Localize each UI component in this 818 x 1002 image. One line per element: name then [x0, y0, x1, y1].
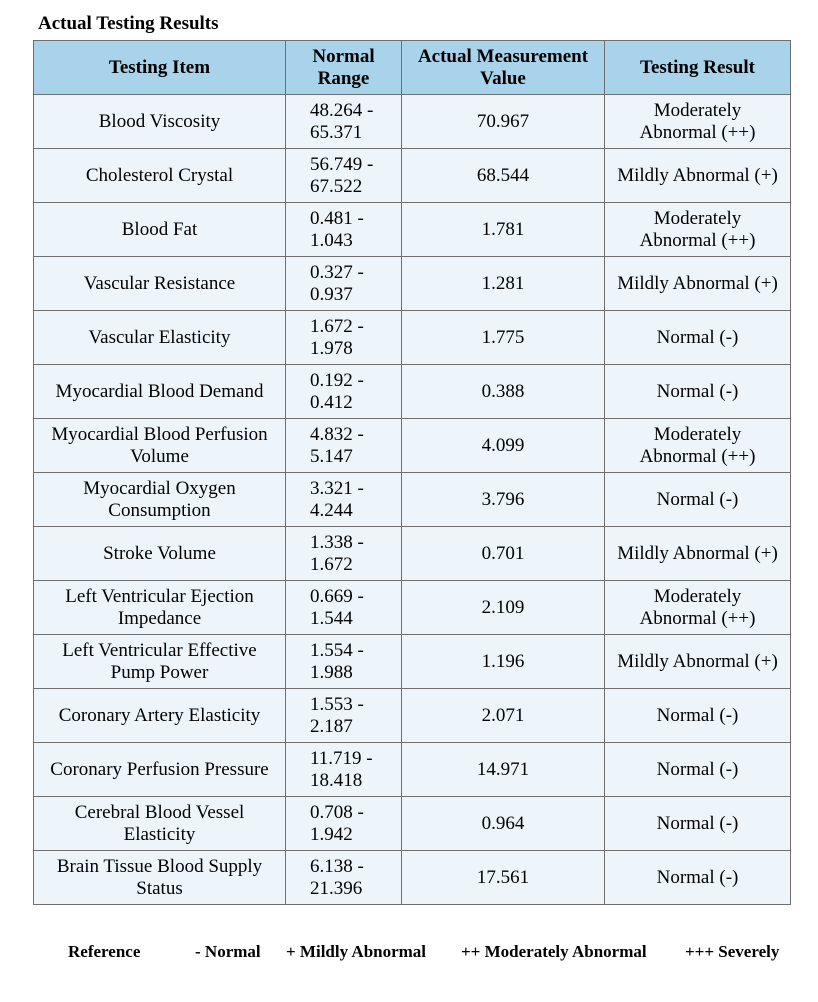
testing-item-cell-line: Cerebral Blood Vessel: [74, 801, 245, 823]
actual-value-cell: [402, 473, 605, 527]
table-header-row: [34, 41, 791, 95]
normal-range-cell-line: 56.749 -: [310, 153, 374, 175]
normal-range-cell-line: 0.192 -: [310, 369, 364, 391]
testing-result-cell-text: [640, 586, 756, 630]
header-testing-item: [34, 41, 286, 95]
normal-range-cell-line: 1.978: [310, 337, 353, 359]
normal-range-cell: [286, 635, 402, 689]
testing-item-cell-line: Stroke Volume: [103, 542, 216, 564]
testing-result-cell-line: Normal (-): [656, 380, 739, 402]
normal-range-cell-text: [310, 856, 364, 900]
normal-range-cell-text: [310, 478, 364, 522]
testing-item-cell-line: Impedance: [117, 607, 202, 629]
testing-item-cell-text: [99, 111, 221, 133]
normal-range-cell: [286, 257, 402, 311]
normal-range-cell-line: 1.544: [310, 607, 353, 629]
actual-value-cell-text: 70.967: [476, 110, 530, 132]
actual-value-cell-text: 0.964: [481, 812, 525, 834]
testing-item-cell-text: [86, 165, 233, 187]
legend: [0, 941, 818, 963]
normal-range-cell-line: 1.554 -: [310, 639, 364, 661]
header-testing-result-label: Testing Result: [640, 56, 755, 78]
testing-item-cell-text: [84, 273, 235, 295]
testing-item-cell-line: Coronary Artery Elasticity: [58, 704, 261, 726]
testing-item-cell-line: Myocardial Blood Demand: [55, 380, 264, 402]
actual-value-cell-text: 0.388: [481, 380, 525, 402]
actual-value-cell-text: 17.561: [476, 866, 530, 888]
normal-range-cell-line: 1.672 -: [310, 315, 364, 337]
testing-item-cell: [34, 149, 286, 203]
actual-value-cell: [402, 743, 605, 797]
testing-result-cell-line: Normal (-): [656, 812, 739, 834]
testing-result-cell: [605, 797, 791, 851]
header-actual-value-line1: Actual Measurement: [417, 45, 589, 67]
table-row: [34, 95, 791, 149]
actual-value-cell: [402, 257, 605, 311]
testing-result-cell-line: Abnormal (++): [639, 445, 756, 467]
normal-range-cell-line: 2.187: [310, 715, 353, 737]
testing-item-cell: [34, 743, 286, 797]
testing-result-cell: [605, 581, 791, 635]
table-row: [34, 635, 791, 689]
testing-item-cell-line: Brain Tissue Blood Supply: [56, 855, 263, 877]
normal-range-cell: [286, 95, 402, 149]
normal-range-cell-text: [310, 694, 364, 738]
actual-value-cell: [402, 797, 605, 851]
testing-item-cell: [34, 527, 286, 581]
testing-result-cell-line: Moderately: [653, 207, 742, 229]
normal-range-cell-line: 65.371: [310, 121, 363, 143]
testing-item-cell-line: Blood Fat: [121, 218, 198, 240]
testing-item-cell-text: [50, 759, 268, 781]
results-table-body: [34, 95, 791, 905]
testing-item-cell-line: Coronary Perfusion Pressure: [50, 758, 269, 780]
testing-item-cell: [34, 851, 286, 905]
normal-range-cell-text: [310, 802, 364, 846]
actual-value-cell: [402, 311, 605, 365]
normal-range-cell-line: 0.327 -: [310, 261, 364, 283]
testing-result-cell-text: [657, 759, 739, 781]
actual-value-cell: [402, 365, 605, 419]
legend-moderate: ++ Moderately Abnormal: [461, 942, 647, 961]
testing-result-cell-text: [657, 489, 739, 511]
normal-range-cell: [286, 797, 402, 851]
actual-value-cell: [402, 95, 605, 149]
actual-value-cell: [402, 635, 605, 689]
normal-range-cell: [286, 851, 402, 905]
testing-item-cell-line: Myocardial Oxygen: [83, 477, 236, 499]
testing-result-cell-line: Normal (-): [656, 326, 739, 348]
testing-item-cell: [34, 689, 286, 743]
testing-item-cell-line: Pump Power: [110, 661, 209, 683]
normal-range-cell-text: [310, 640, 364, 684]
normal-range-cell-text: [310, 586, 364, 630]
normal-range-cell-line: 18.418: [310, 769, 363, 791]
header-normal-range: [286, 41, 402, 95]
testing-result-cell: [605, 473, 791, 527]
testing-result-cell: [605, 851, 791, 905]
testing-item-cell-text: [103, 543, 216, 565]
testing-item-cell-line: Cholesterol Crystal: [85, 164, 234, 186]
testing-result-cell-text: [617, 273, 778, 295]
normal-range-cell-line: 3.321 -: [310, 477, 364, 499]
testing-result-cell-line: Normal (-): [656, 866, 739, 888]
normal-range-cell-text: [310, 154, 373, 198]
normal-range-cell-text: [310, 424, 364, 468]
testing-result-cell-line: Abnormal (++): [639, 607, 756, 629]
testing-result-cell-line: Mildly Abnormal (+): [617, 272, 778, 294]
actual-value-cell: [402, 419, 605, 473]
testing-item-cell-text: [122, 219, 197, 241]
normal-range-cell-text: [310, 262, 364, 306]
testing-item-cell-text: [65, 586, 254, 630]
testing-result-cell-line: Normal (-): [656, 758, 739, 780]
normal-range-cell-line: 0.481 -: [310, 207, 364, 229]
actual-value-cell-text: 2.071: [481, 704, 525, 726]
testing-result-cell-text: [657, 813, 739, 835]
legend-reference: Reference: [68, 942, 141, 961]
testing-result-cell: [605, 743, 791, 797]
normal-range-cell-line: 48.264 -: [310, 99, 374, 121]
actual-value-cell: [402, 203, 605, 257]
table-row: [34, 527, 791, 581]
testing-result-cell-text: [617, 543, 778, 565]
testing-item-cell-line: Blood Viscosity: [98, 110, 221, 132]
normal-range-cell: [286, 203, 402, 257]
testing-item-cell-text: [51, 424, 267, 468]
table-row: [34, 365, 791, 419]
testing-item-cell-line: Elasticity: [123, 823, 196, 845]
testing-item-cell-text: [62, 640, 256, 684]
testing-item-cell-line: Myocardial Blood Perfusion: [51, 423, 268, 445]
testing-result-cell-text: [617, 165, 778, 187]
table-row: [34, 851, 791, 905]
testing-item-cell: [34, 473, 286, 527]
normal-range-cell-text: [310, 100, 373, 144]
testing-result-cell-line: Moderately: [653, 423, 742, 445]
testing-item-cell-line: Status: [136, 877, 183, 899]
header-normal-range-line2: Range: [317, 67, 370, 89]
testing-item-cell: [34, 797, 286, 851]
testing-result-cell-line: Abnormal (++): [639, 121, 756, 143]
table-row: [34, 419, 791, 473]
normal-range-cell: [286, 311, 402, 365]
normal-range-cell-line: 1.043: [310, 229, 353, 251]
normal-range-cell-line: 0.708 -: [310, 801, 364, 823]
testing-item-cell-line: Consumption: [108, 499, 211, 521]
table-row: [34, 149, 791, 203]
table-row: [34, 473, 791, 527]
normal-range-cell-line: 67.522: [310, 175, 363, 197]
testing-item-cell: [34, 95, 286, 149]
testing-result-cell-text: [657, 867, 739, 889]
normal-range-cell: [286, 527, 402, 581]
testing-item-cell-line: Vascular Resistance: [83, 272, 236, 294]
actual-value-cell: [402, 689, 605, 743]
normal-range-cell-line: 0.412: [310, 391, 353, 413]
normal-range-cell-line: 6.138 -: [310, 855, 364, 877]
testing-result-cell: [605, 95, 791, 149]
normal-range-cell-line: 1.988: [310, 661, 353, 683]
table-row: [34, 797, 791, 851]
testing-item-cell-text: [89, 327, 231, 349]
header-actual-value-line2: Value: [480, 67, 526, 89]
testing-result-cell: [605, 419, 791, 473]
testing-result-cell-text: [640, 424, 756, 468]
testing-item-cell-line: Vascular Elasticity: [88, 326, 231, 348]
testing-result-cell-text: [640, 208, 756, 252]
header-normal-range-line1: Normal: [312, 45, 375, 67]
testing-item-cell-text: [75, 802, 245, 846]
normal-range-cell: [286, 743, 402, 797]
normal-range-cell: [286, 473, 402, 527]
actual-value-cell-text: 1.196: [481, 650, 525, 672]
testing-result-cell: [605, 203, 791, 257]
normal-range-cell-line: 4.244: [310, 499, 353, 521]
testing-result-cell-line: Normal (-): [656, 488, 739, 510]
actual-value-cell-text: 1.281: [481, 272, 525, 294]
actual-value-cell-text: 1.781: [481, 218, 525, 240]
normal-range-cell-text: [310, 748, 373, 792]
header-testing-result: [605, 41, 791, 95]
normal-range-cell-line: 21.396: [310, 877, 363, 899]
testing-item-cell: [34, 635, 286, 689]
header-testing-item-label: Testing Item: [108, 56, 211, 78]
normal-range-cell-text: [310, 370, 364, 414]
actual-value-cell: [402, 581, 605, 635]
table-row: [34, 689, 791, 743]
testing-item-cell: [34, 365, 286, 419]
testing-result-cell: [605, 149, 791, 203]
testing-item-cell-text: [57, 856, 262, 900]
normal-range-cell-line: 11.719 -: [310, 747, 373, 769]
actual-value-cell: [402, 527, 605, 581]
normal-range-cell-line: 0.937: [310, 283, 353, 305]
actual-value-cell-text: 4.099: [481, 434, 525, 456]
page-title: Actual Testing Results: [38, 13, 219, 34]
testing-item-cell: [34, 257, 286, 311]
normal-range-cell-text: [310, 208, 364, 252]
normal-range-cell: [286, 419, 402, 473]
actual-value-cell: [402, 851, 605, 905]
normal-range-cell-line: 1.338 -: [310, 531, 364, 553]
normal-range-cell: [286, 365, 402, 419]
normal-range-cell-text: [310, 532, 364, 576]
normal-range-cell-line: 5.147: [310, 445, 353, 467]
testing-result-cell-line: Mildly Abnormal (+): [617, 542, 778, 564]
legend-mild: + Mildly Abnormal: [286, 942, 427, 961]
testing-item-cell-line: Left Ventricular Ejection: [65, 585, 254, 607]
testing-item-cell-text: [56, 381, 264, 403]
testing-result-cell-line: Moderately: [653, 585, 742, 607]
testing-item-cell-text: [83, 478, 235, 522]
actual-value-cell-text: 68.544: [476, 164, 530, 186]
testing-result-cell: [605, 689, 791, 743]
actual-value-cell-text: 14.971: [476, 758, 530, 780]
results-table: [33, 40, 791, 905]
testing-item-cell: [34, 419, 286, 473]
testing-item-cell-line: Left Ventricular Effective: [62, 639, 257, 661]
normal-range-cell-line: 1.672: [310, 553, 353, 575]
table-row: [34, 257, 791, 311]
actual-value-cell-text: 2.109: [481, 596, 525, 618]
table-row: [34, 581, 791, 635]
actual-value-cell-text: 3.796: [481, 488, 525, 510]
testing-item-cell: [34, 311, 286, 365]
normal-range-cell: [286, 149, 402, 203]
testing-result-cell: [605, 311, 791, 365]
testing-result-cell-text: [640, 100, 756, 144]
table-row: [34, 311, 791, 365]
normal-range-cell: [286, 581, 402, 635]
actual-value-cell-text: 0.701: [481, 542, 525, 564]
testing-item-cell: [34, 203, 286, 257]
actual-value-cell: [402, 149, 605, 203]
legend-severe: +++ Severely: [685, 942, 780, 961]
legend-normal: - Normal: [195, 942, 261, 961]
testing-result-cell-line: Mildly Abnormal (+): [617, 650, 778, 672]
normal-range-cell-text: [310, 316, 364, 360]
normal-range-cell: [286, 689, 402, 743]
table-row: [34, 203, 791, 257]
testing-result-cell: [605, 365, 791, 419]
testing-result-cell-text: [657, 327, 739, 349]
testing-result-cell: [605, 257, 791, 311]
normal-range-cell-line: 0.669 -: [310, 585, 364, 607]
testing-item-cell: [34, 581, 286, 635]
table-row: [34, 743, 791, 797]
testing-result-cell-line: Moderately: [653, 99, 742, 121]
testing-result-cell-text: [657, 705, 739, 727]
normal-range-cell-line: 1.553 -: [310, 693, 364, 715]
testing-result-cell-line: Mildly Abnormal (+): [617, 164, 778, 186]
testing-result-cell-text: [617, 651, 778, 673]
testing-item-cell-line: Volume: [130, 445, 189, 467]
actual-value-cell-text: 1.775: [481, 326, 525, 348]
testing-result-cell: [605, 527, 791, 581]
testing-result-cell-line: Abnormal (++): [639, 229, 756, 251]
testing-item-cell-text: [59, 705, 261, 727]
normal-range-cell-line: 1.942: [310, 823, 353, 845]
testing-result-cell-text: [657, 381, 739, 403]
testing-result-cell: [605, 635, 791, 689]
header-actual-value: [402, 41, 605, 95]
testing-result-cell-line: Normal (-): [656, 704, 739, 726]
normal-range-cell-line: 4.832 -: [310, 423, 364, 445]
